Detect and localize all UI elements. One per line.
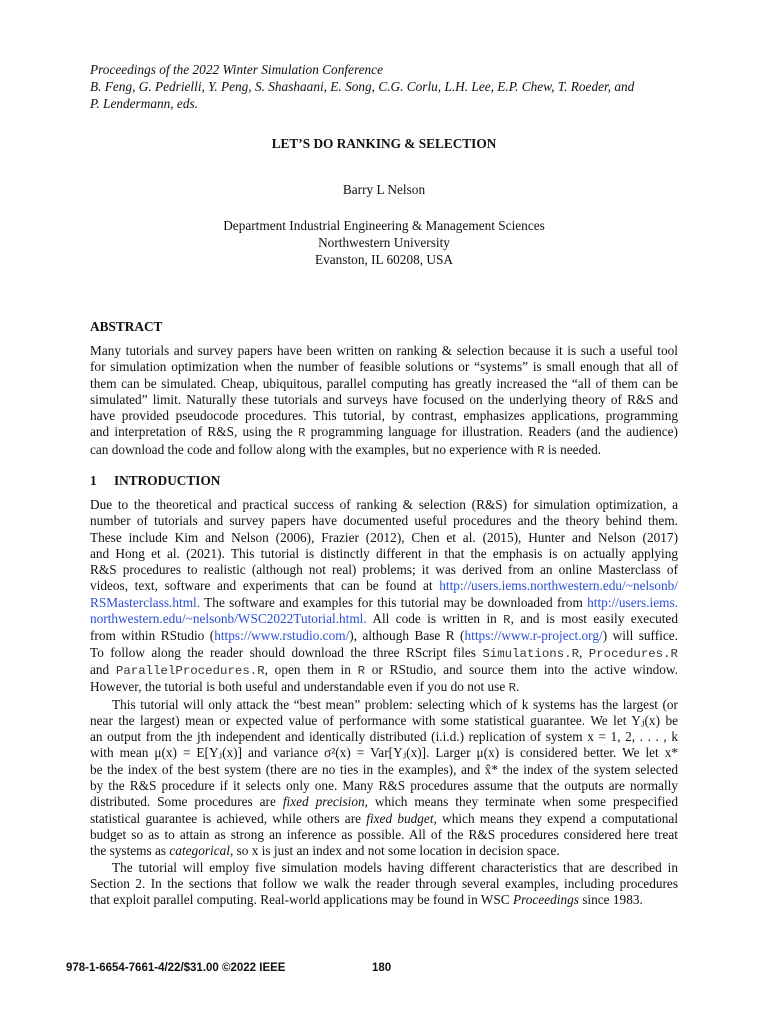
body-line: statistical guarantee is achieved, while others are fixed budget, which means they expend a computational bbox=[90, 810, 679, 826]
emphasis-term: Proceedings bbox=[512, 892, 579, 908]
body-line: RSMasterclass.html. The software and examples for this tutorial may be downloaded from http://users.iems. bbox=[90, 594, 678, 610]
emphasis-term: fixed budget bbox=[366, 810, 434, 826]
affiliation-department: Department Industrial Engineering & Management Sciences bbox=[223, 218, 545, 233]
body-line: by the R&S procedure if it selects only one. Many R&S procedures assume that the outputs are normally bbox=[90, 778, 678, 794]
inline-code: R bbox=[508, 681, 517, 696]
section-title: INTRODUCTION bbox=[114, 473, 221, 488]
editors-line: B. Feng, G. Pedrielli, Y. Peng, S. Shashaani, E. Song, C.G. Corlu, L.H. Lee, E.P. Chew, T. Roeder, and bbox=[90, 79, 635, 94]
affiliation-university: Northwestern University bbox=[318, 235, 450, 250]
body-line: Due to the theoretical and practical success of ranking & selection (R&S) for simulation optimization, a bbox=[90, 497, 678, 512]
body-line: number of tutorials and survey papers have documented useful procedures and the theory behind them. bbox=[90, 513, 678, 529]
isbn-footer: 978-1-6654-7661-4/22/$31.00 ©2022 IEEE bbox=[66, 962, 286, 974]
proceedings-header bbox=[90, 61, 680, 112]
abstract-line: and interpretation of R&S, using the R programming language for illustration. Readers (and the audience) bbox=[90, 424, 678, 441]
inline-code: R bbox=[537, 443, 545, 458]
tutorial-link[interactable]: http://users.iems. bbox=[587, 594, 678, 610]
body-line: from within RStudio (https://www.rstudio.com/), although Base R (https://www.r-project.org/) will suffice. bbox=[90, 628, 678, 644]
inline-code: ParallelProcedures.R bbox=[115, 663, 265, 678]
abstract-line: have provided pseudocode procedures. This tutorial, by contrast, emphasizes applications, programming bbox=[90, 408, 678, 424]
page-number: 180 bbox=[372, 962, 392, 974]
introduction-body bbox=[90, 497, 678, 908]
body-line: videos, text, software and experiments that can be found at http://users.iems.northwestern.edu/~nelsonb/ bbox=[90, 578, 678, 594]
affiliation bbox=[0, 217, 768, 268]
body-line: Section 2. In the sections that follow we walk the reader through several examples, including procedures bbox=[90, 875, 678, 891]
abstract-line: can download the code and follow along with the examples, but no experience with R is needed. bbox=[90, 441, 602, 458]
inline-code: Simulations.R bbox=[482, 646, 580, 661]
author-name: Barry L Nelson bbox=[342, 182, 426, 197]
body-line: R&S procedures to realistic (although not real) problems; it was derived from an online Masterclass of bbox=[90, 562, 678, 578]
abstract-line: Many tutorials and survey papers have been written on ranking & selection because it is such a useful tool bbox=[90, 343, 678, 358]
inline-code: Procedures.R bbox=[588, 646, 678, 661]
body-line: These include Kim and Nelson (2006), Frazier (2012), Chen et al. (2015), Hunter and Nelson (2017) bbox=[90, 529, 678, 545]
body-line: near the largest) mean or expected value of performance with some statistical guarantee. We let Yⱼ(x) be bbox=[90, 712, 678, 728]
proceedings-title: Proceedings of the 2022 Winter Simulation Conference bbox=[90, 62, 383, 77]
inline-code: R bbox=[297, 426, 306, 441]
body-line: with mean μ(x) = E[Yⱼ(x)] and variance σ²(x) = Var[Yⱼ(x)]. Larger μ(x) is considered better. We let x* bbox=[90, 745, 678, 761]
body-line: However, the tutorial is both useful and understandable even if you do not use R. bbox=[90, 679, 520, 696]
abstract-heading: ABSTRACT bbox=[90, 319, 163, 334]
masterclass-link[interactable]: http://users.iems.northwestern.edu/~nelsonb/ bbox=[439, 578, 678, 594]
abstract-line: for simulation optimization when the number of feasible solutions or “systems” is small enough that all of bbox=[90, 359, 678, 375]
body-line: and Hong et al. (2021). This tutorial is distinctly different in that the emphasis is on actually applying bbox=[90, 545, 678, 561]
abstract-line: simulated” limit. Naturally these tutorials and surveys have focused on the underlying theory of R&S and bbox=[90, 391, 678, 407]
section-number: 1 bbox=[90, 473, 97, 488]
body-line: budget so as to attain as strong an inference as possible. All of the R&S procedures considered here treat bbox=[90, 826, 678, 842]
affiliation-address: Evanston, IL 60208, USA bbox=[314, 252, 453, 267]
body-line: that exploit parallel computing. Real-world applications may be found in WSC Proceedings since 1983. bbox=[90, 892, 643, 908]
body-line: To follow along the reader should download the three RScript files Simulations.R, Procedures.R bbox=[90, 644, 678, 661]
masterclass-link[interactable]: RSMasterclass.html. bbox=[90, 594, 201, 610]
editors-line: P. Lendermann, eds. bbox=[90, 96, 198, 111]
paper-title: LET’S DO RANKING & SELECTION bbox=[271, 136, 497, 151]
body-line: and ParallelProcedures.R, open them in R or RStudio, and source them into the active window. bbox=[90, 661, 678, 678]
body-line: northwestern.edu/~nelsonb/WSC2022Tutorial.html. All code is written in R, and is most easily executed bbox=[90, 611, 678, 628]
abstract-body bbox=[90, 343, 678, 459]
emphasis-term: categorical bbox=[169, 843, 230, 859]
section-heading-introduction bbox=[90, 473, 220, 489]
abstract-line: them can be simulated. Cheap, ubiquitous, parallel computing has greatly increased the “all of them can be bbox=[90, 375, 678, 391]
body-line: the systems as categorical, so x is just an index and not some location in decision space. bbox=[90, 843, 560, 859]
body-line: The tutorial will employ five simulation models having different characteristics that are described in bbox=[112, 859, 678, 875]
body-line: This tutorial will only attack the “best mean” problem: selecting which of k systems has the largest (or bbox=[112, 696, 678, 712]
rstudio-link[interactable]: https://www.rstudio.com/ bbox=[214, 628, 350, 644]
body-line: an output from the jth independent and identically distributed (i.i.d.) replication of system x = 1, 2, . . . , k bbox=[90, 729, 678, 745]
inline-code: R bbox=[503, 613, 511, 628]
r-project-link[interactable]: https://www.r-project.org/ bbox=[464, 628, 603, 644]
tutorial-link[interactable]: northwestern.edu/~nelsonb/WSC2022Tutorial.html. bbox=[90, 611, 367, 627]
body-line: be the index of the best system (there are no ties in the examples), and x̂* the index of the system selected bbox=[90, 761, 678, 777]
emphasis-term: fixed precision bbox=[282, 794, 365, 810]
inline-code: R bbox=[357, 663, 366, 678]
body-line: distributed. Some procedures are fixed precision, which means they terminate when some prespecified bbox=[90, 794, 678, 810]
